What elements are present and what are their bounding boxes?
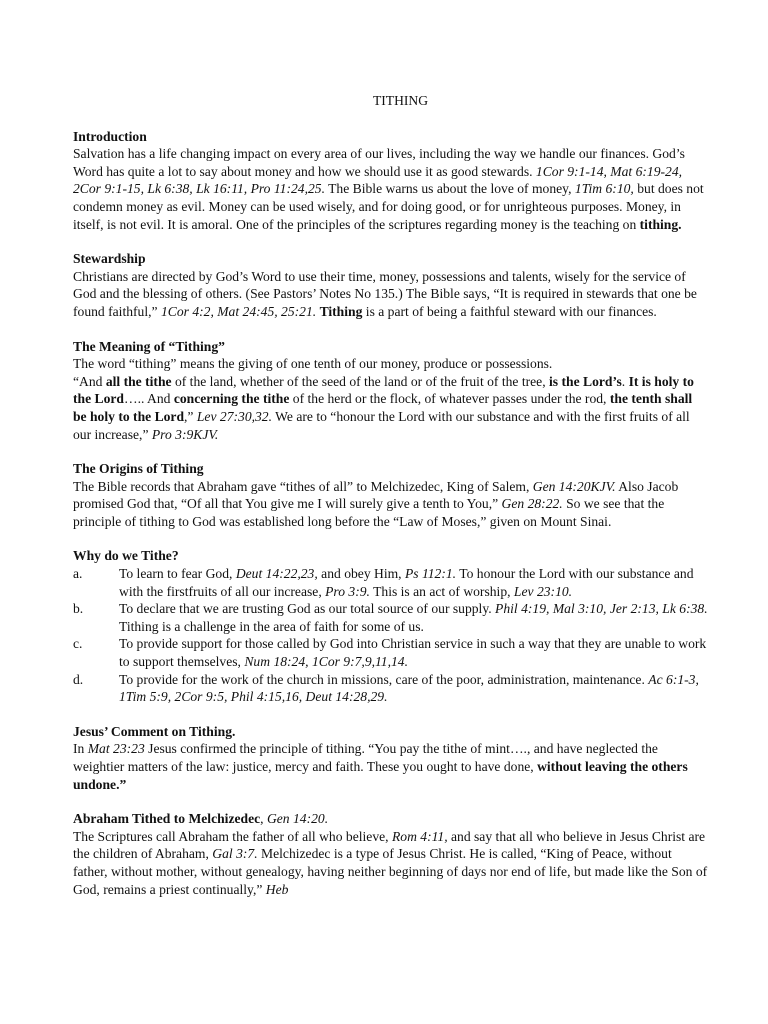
text-run: To provide for the work of the church in missions, care of the poor, administration, maintenance.: [119, 671, 649, 687]
jesus-comment-paragraph: [73, 740, 708, 793]
scripture-reference: 1Cor 4:2, Mat 24:45, 25:21.: [160, 303, 317, 319]
section-jesus-comment: [73, 723, 708, 793]
text-run: Melchizedec is a type of Jesus Christ. He is called, “King of Peace, without father, without mother, without genealogy, having neither beginning of days nor end of life, but made like the Son of God, remains a priest continually,”: [73, 846, 708, 897]
section-heading-meaning: The Meaning of “Tithing”: [73, 338, 225, 354]
text-run: This is an act of worship,: [369, 583, 514, 599]
list-marker: b.: [73, 601, 84, 617]
section-heading-abraham: [73, 810, 708, 828]
scripture-reference: Ps 112:1.: [404, 566, 457, 582]
meaning-quote-paragraph: [73, 373, 708, 443]
text-run: .: [621, 373, 629, 389]
list-item: [73, 565, 708, 600]
emphasis-text: all the tithe: [105, 373, 172, 389]
emphasis-text: is the Lord’s: [549, 373, 622, 389]
list-marker: a.: [73, 566, 83, 582]
list-item: [73, 600, 708, 635]
text-run: and say that all who believe in Jesus Christ are the children of Abraham,: [73, 828, 706, 862]
text-run: To declare that we are trusting God as our total source of our supply.: [119, 601, 496, 617]
abraham-paragraph: [73, 828, 708, 898]
text-run: The Bible records that Abraham gave “tithes of all” to Melchizedec, King of Salem,: [73, 478, 533, 494]
document-title: TITHING: [372, 93, 429, 108]
list-marker: d.: [73, 671, 84, 687]
list-item-text: [119, 565, 708, 600]
text-run: Christians are directed by God’s Word to use their time, money, possessions and talents, wisely for the service of God and the blessing of others. (See Pastors’ Notes No 135.) The Bible says, “It is required in stewards that one be found faithful,”: [73, 268, 697, 319]
text-run: Salvation has a life changing impact on every area of our lives, including the way we handle our finances. God’s Word has quite a lot to say about money and how we should use it as good stewards.: [73, 146, 685, 179]
emphasis-text: without leaving the others undone.”: [73, 759, 688, 792]
section-origins-of-tithing: [73, 460, 708, 530]
scripture-reference: Gen 14:20KJV.: [532, 478, 616, 494]
section-heading-introduction: Introduction: [73, 128, 147, 144]
section-heading-origins: The Origins of Tithing: [73, 461, 204, 477]
scripture-reference: Pro 3:9KJV.: [151, 426, 219, 442]
section-why-tithe: [73, 547, 708, 705]
scripture-reference: Ac 6:1-3, 1Tim 5:9, 2Cor 9:5, Phil 4:15,16, Deut 14:28,29.: [119, 671, 699, 705]
list-item-text: [119, 671, 708, 706]
text-run: “And: [73, 373, 106, 389]
text-run: ….. And: [123, 391, 174, 407]
introduction-paragraph: [73, 145, 708, 233]
heading-text: Abraham Tithed to Melchizedec: [73, 811, 261, 827]
scripture-reference: Gal 3:7.: [212, 846, 258, 862]
scripture-reference: 1Cor 9:1-14, Mat 6:19-24, 2Cor 9:1-15, Lk 6:38, Lk 16:11, Pro 11:24,25.: [73, 163, 683, 197]
section-heading-stewardship: Stewardship: [73, 251, 146, 267]
text-run: of the land, whether of the seed of the land or of the fruit of the tree,: [171, 373, 550, 389]
section-meaning-of-tithing: [73, 338, 708, 444]
scripture-reference: Rom 4:11,: [391, 828, 448, 844]
section-stewardship: [73, 250, 708, 320]
heading-separator: ,: [260, 811, 267, 827]
scripture-reference: Gen 28:22.: [501, 496, 563, 512]
text-run: is a part of being a faithful steward with our finances.: [362, 303, 657, 319]
scripture-reference: Gen 14:20.: [266, 811, 329, 827]
scripture-reference: Num 18:24, 1Cor 9:7,9,11,14.: [244, 654, 408, 670]
text-run: but does not condemn money as evil. Money can be used wisely, and for doing good, or for unrighteous purposes. Money, in itself, is not evil. It is amoral. One of the principles of the scriptures regarding money is the teaching on: [73, 181, 704, 232]
text-run: of the herd or the flock, of whatever passes under the rod,: [289, 391, 610, 407]
list-marker: c.: [73, 636, 83, 652]
emphasis-text: the tenth shall be holy to the Lord: [73, 391, 693, 424]
scripture-reference: Lev 23:10.: [513, 583, 573, 599]
list-item-text: [119, 635, 708, 670]
section-abraham-tithed: [73, 810, 708, 898]
text-run: We are to “honour the Lord with our substance and with the first fruits of all our increase,”: [73, 408, 690, 442]
list-item-text: [119, 600, 708, 635]
meaning-definition: The word “tithing” means the giving of one tenth of our money, produce or possessions.: [73, 356, 553, 372]
text-run: To provide support for those called by God into Christian service in such a way that they are unable to work to support themselves,: [119, 636, 707, 670]
list-item: [73, 671, 708, 706]
section-heading-why-tithe: Why do we Tithe?: [73, 548, 179, 564]
scripture-reference: Phil 4:19, Mal 3:10, Jer 2:13, Lk 6:38.: [495, 601, 708, 617]
emphasis-text: Tithing: [319, 303, 363, 319]
emphasis-text: It is holy to the Lord: [73, 373, 694, 407]
section-heading-jesus-comment: Jesus’ Comment on Tithing.: [73, 723, 236, 739]
text-run: ,”: [184, 408, 197, 424]
text-run: Jesus confirmed the principle of tithing. “You pay the tithe of mint…., and have neglected the weightier matters of the law: justice, mercy and faith. These you ought to have done,: [73, 741, 658, 774]
section-introduction: [73, 128, 708, 234]
scripture-reference: 1Tim 6:10,: [574, 181, 634, 197]
text-run: The Bible warns us about the love of money,: [324, 181, 575, 197]
text-run: Also Jacob promised God that, “Of all that You give me I will surely give a tenth to You,”: [73, 478, 679, 512]
text-run: The Scriptures call Abraham the father of all who believe,: [73, 828, 392, 844]
scripture-reference: Lev 27:30,32.: [196, 408, 273, 424]
scripture-reference: Pro 3:9.: [325, 583, 370, 599]
emphasis-text: concerning the tithe: [173, 391, 290, 407]
text-run: So we see that the principle of tithing to God was established long before the “Law of Moses,” given on Mount Sinai.: [73, 496, 665, 529]
scripture-reference: Deut 14:22,23,: [235, 566, 318, 582]
text-run: In: [73, 741, 88, 757]
text-run: To honour the Lord with our substance and with the firstfruits of all our increase,: [119, 566, 694, 599]
list-item: [73, 635, 708, 670]
origins-paragraph: [73, 478, 708, 531]
text-run: To learn to fear God,: [119, 566, 236, 582]
text-run: Tithing is a challenge in the area of faith for some of us.: [119, 618, 424, 634]
text-run: and obey Him,: [317, 566, 405, 582]
scripture-reference: Mat 23:23: [87, 741, 145, 757]
scripture-reference: Heb: [265, 881, 289, 897]
stewardship-paragraph: [73, 268, 708, 321]
emphasis-text: tithing.: [639, 216, 682, 232]
